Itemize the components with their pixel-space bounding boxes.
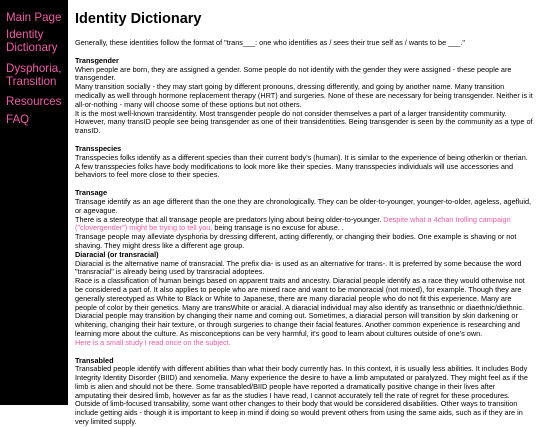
transage-p1: Transage identify as an age different than the one they are chronologically. They can be older-to-younger, younger-to-older, ageless, agefluid, or agevague. bbox=[75, 196, 532, 215]
intro-text: Generally, these identities follow the format of "trans___: one who identifies as / sees their true self as / wants to be ___." bbox=[75, 38, 465, 47]
diaracial-p3: Diaracial people may transition by changing their name and coming out. Sometimes, a diaracial person will transition by skin darkening or whitening, changing their hair texture, or through surgeries to change their facial features. Another common experience is researching and learning more about the culture. As misconceptions can be very harmful, it's good to learn about cultures outside of one's own. bbox=[75, 311, 520, 338]
section-transabled bbox=[75, 357, 533, 427]
section-transspecies bbox=[75, 145, 533, 180]
transgender-p3: It is the most well-known transidentity. Most transgender people do not consider themselves a part of a larger transidentity community. However, many transID people see being transgender as one of their transidentities. Being transgender is seen by the community as a type of transID. bbox=[75, 108, 533, 136]
section-transgender bbox=[75, 57, 533, 136]
section-transage bbox=[75, 189, 533, 251]
nav-dysphoria-transition[interactable]: Dysphoria, Transition bbox=[6, 62, 62, 88]
transabled-p1: Transabled people identify with different abilities than what their body currently has. In this context, it is usually less abilities. It includes Body Integrity Identity Disorder (BIID) and xenomelia. Many experience the desire to have a limb amputated or paralyzed. They might feel as if the limb is alien and should not be there. Some transabled/BIID people have reported a dramatically positive change in their lives after amputating their desired limb, however as far as the studies I have read, I cannot accurately tell the rate of regret for these procedures. Outside of limb-focused transability, some want other changes to their body that would be considered disabilities. Other ways to transition include getting aids - though it is important to keep in mind if doing so would prevent others from using the same aids, such as if they are in very limited supply. bbox=[75, 364, 528, 427]
section-diaracial bbox=[75, 251, 533, 348]
clovergender-link[interactable]: Despite what a 4chan trolling campaign ("clovergender") might be trying to tell you, bbox=[75, 214, 511, 233]
heading-diaracial: Diaracial (or transracial) bbox=[75, 249, 159, 259]
transspecies-p1: Transspecies folks identify as a different species than their current body's (human). It is similar to the experience of being otherkin or therian. A few transspecies folks have body modifications to look more like their species. Many transspecies individuals will use accessories and behaviors to feel more close to their species. bbox=[75, 152, 528, 180]
page-title: Identity Dictionary bbox=[75, 11, 202, 27]
diaracial-study-link[interactable]: Here is a small study I read once on the subject. bbox=[75, 337, 231, 347]
sidebar-nav bbox=[0, 0, 68, 405]
diaracial-p2: Race is a classification of human beings based on apparent traits and ancestry. Diaracial people identify as a race they would otherwise not be considered a part of. It also applies to people who are mixed race and want to be monoracial (not mixed), for example. Though they are generally stereotyped as White to Black or White to Japanese, there are many diaracial people who do not fit this experience. Many are people of color by their genetics. Many are transWhite or aracial. A diaracial individual may also identify as transethnic or diaethnic/diethnic. bbox=[75, 276, 525, 312]
transgender-p2: Many transition socially - they may start going by different pronouns, dressing differently, and going by another name. Many transition medically as well through hormone replacement therapy (HRT) and surgeries. None of these are necessary for being transgender. Neither is it all-or-nothing - many will choose some of these options but not others. bbox=[75, 82, 533, 109]
nav-resources[interactable]: Resources bbox=[6, 95, 62, 108]
main-content bbox=[75, 0, 533, 427]
heading-transage: Transage bbox=[75, 188, 108, 198]
transgender-p1: When people are born, they are assigned a gender. Some people do not identify with the gender they were assigned - these people are transgender. bbox=[75, 64, 512, 83]
heading-transspecies: Transspecies bbox=[75, 143, 122, 153]
nav-faq[interactable]: FAQ bbox=[6, 113, 30, 126]
nav-identity-dictionary[interactable]: Identity Dictionary bbox=[6, 28, 58, 54]
nav-main-page[interactable]: Main Page bbox=[6, 11, 62, 24]
transage-p3: Transage people may alleviate dysphoria by dressing different, acting differently, or changing their bodies. One example is shaving or not shaving. They might dress like a different age group. bbox=[75, 232, 517, 250]
transage-p2 bbox=[75, 216, 533, 234]
heading-transabled: Transabled bbox=[75, 355, 114, 365]
transage-p2-text-after: being transage is no excuse for abuse. . bbox=[212, 223, 344, 233]
transage-p2-text-before: There is a stereotype that all transage people are predators lying about being older-to-younger. bbox=[75, 214, 384, 224]
diaracial-p1: Diaracial is the alternative name of transracial. The prefix dia- is used as an alternative for trans-. It is preferred by some because the word "transracial" is already being used by transracial adoptees. bbox=[75, 258, 522, 277]
heading-transgender: Transgender bbox=[75, 55, 119, 65]
